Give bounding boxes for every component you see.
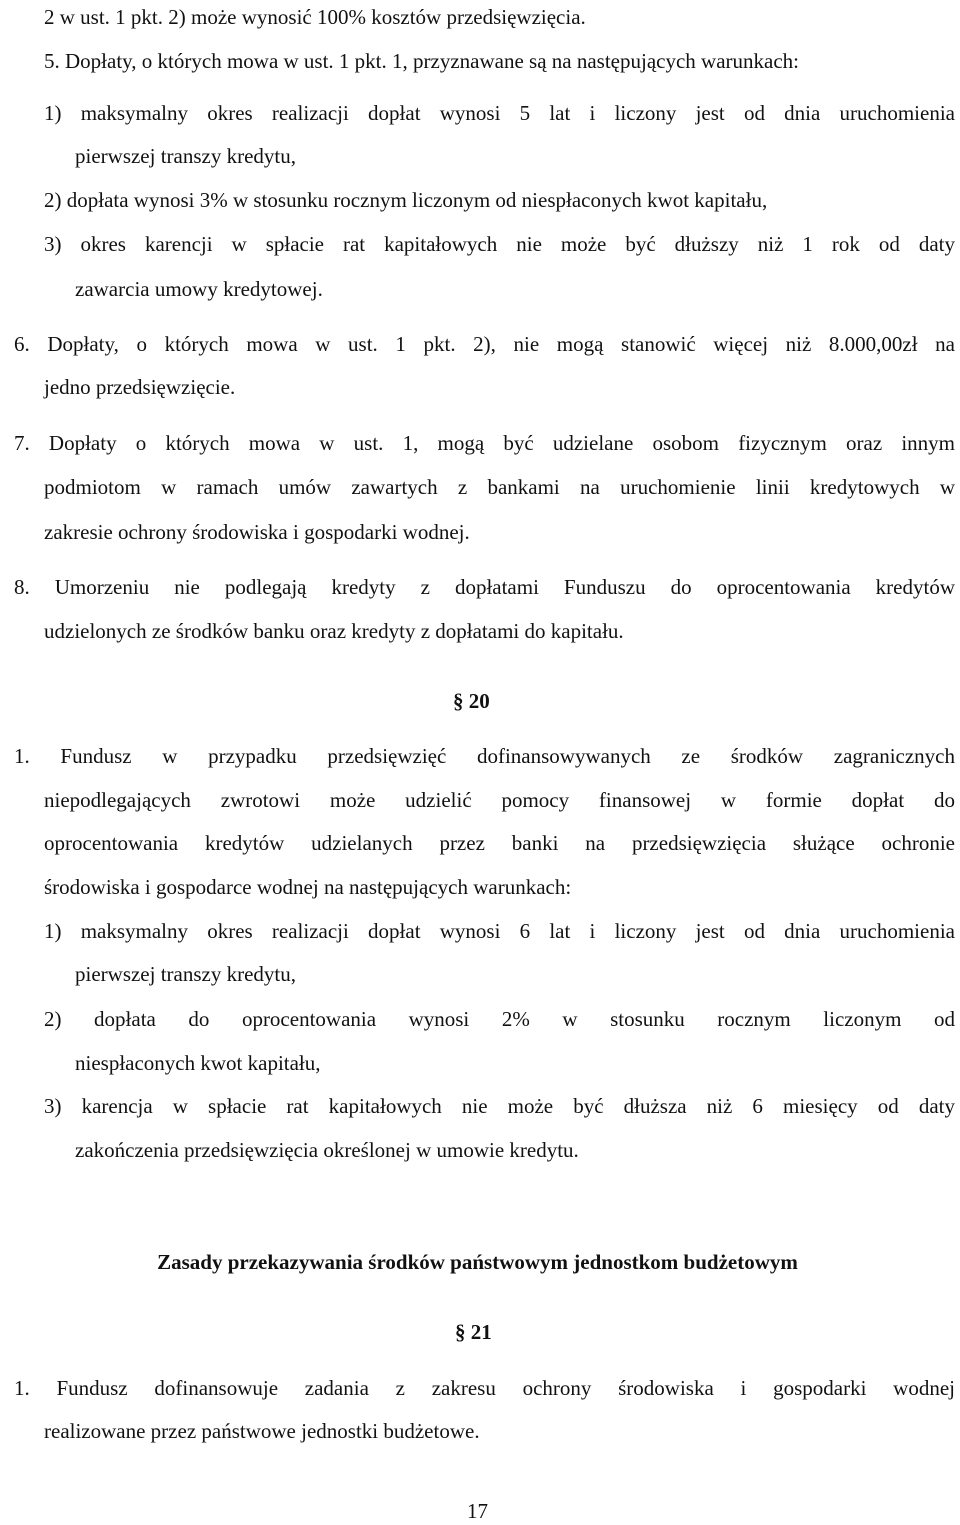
text-line: 2) dopłata do oprocentowania wynosi 2% w stosunku rocznym liczonym od — [44, 1007, 955, 1031]
text-line: 1) maksymalny okres realizacji dopłat wynosi 6 lat i liczony jest od dnia uruchomienia — [44, 919, 955, 943]
text-line: zakończenia przedsięwzięcia określonej w umowie kredytu. — [75, 1138, 579, 1162]
section-number: § 21 — [455, 1320, 492, 1344]
text-line: 8. Umorzeniu nie podlegają kredyty z dopłatami Funduszu do oprocentowania kredytów — [14, 575, 955, 599]
text-line: 6. Dopłaty, o których mowa w ust. 1 pkt. 2), nie mogą stanowić więcej niż 8.000,00zł na — [14, 332, 955, 356]
text-line: 5. Dopłaty, o których mowa w ust. 1 pkt. 1, przyznawane są na następujących warunkach: — [44, 49, 799, 73]
text-line: 3) karencja w spłacie rat kapitałowych nie może być dłuższa niż 6 miesięcy od daty — [44, 1094, 955, 1118]
text-line: niepodlegających zwrotowi może udzielić pomocy finansowej w formie dopłat do — [44, 788, 955, 812]
text-line: jedno przedsięwzięcie. — [44, 375, 236, 399]
text-line: 1. Fundusz w przypadku przedsięwzięć dofinansowywanych ze środków zagranicznych — [14, 744, 955, 768]
text-line: 3) okres karencji w spłacie rat kapitałowych nie może być dłuższy niż 1 rok od daty — [44, 232, 955, 256]
text-line: niespłaconych kwot kapitału, — [75, 1051, 321, 1075]
text-line: oprocentowania kredytów udzielanych przez banki na przedsięwzięcia służące ochronie — [44, 831, 955, 855]
text-line: 2) dopłata wynosi 3% w stosunku rocznym liczonym od niespłaconych kwot kapitału, — [44, 188, 768, 212]
text-line: pierwszej transzy kredytu, — [75, 144, 297, 168]
text-line: udzielonych ze środków banku oraz kredyty z dopłatami do kapitału. — [44, 619, 624, 643]
text-line: 2 w ust. 1 pkt. 2) może wynosić 100% kosztów przedsięwzięcia. — [44, 5, 586, 29]
text-line: realizowane przez państwowe jednostki budżetowe. — [44, 1419, 480, 1443]
text-line: 1. Fundusz dofinansowuje zadania z zakresu ochrony środowiska i gospodarki wodnej — [14, 1376, 955, 1400]
text-line: 7. Dopłaty o których mowa w ust. 1, mogą być udzielane osobom fizycznym oraz innym — [14, 431, 955, 455]
page-number: 17 — [467, 1499, 488, 1523]
text-line: zawarcia umowy kredytowej. — [75, 277, 323, 301]
text-line: zakresie ochrony środowiska i gospodarki wodnej. — [44, 520, 470, 544]
text-line: podmiotom w ramach umów zawartych z bankami na uruchomienie linii kredytowych w — [44, 475, 955, 499]
text-line: 1) maksymalny okres realizacji dopłat wynosi 5 lat i liczony jest od dnia uruchomienia — [44, 101, 955, 125]
section-number: § 20 — [453, 689, 490, 713]
text-line: środowiska i gospodarce wodnej na następujących warunkach: — [44, 875, 572, 899]
text-line: pierwszej transzy kredytu, — [75, 962, 297, 986]
section-heading: Zasady przekazywania środków państwowym jednostkom budżetowym — [157, 1250, 798, 1274]
